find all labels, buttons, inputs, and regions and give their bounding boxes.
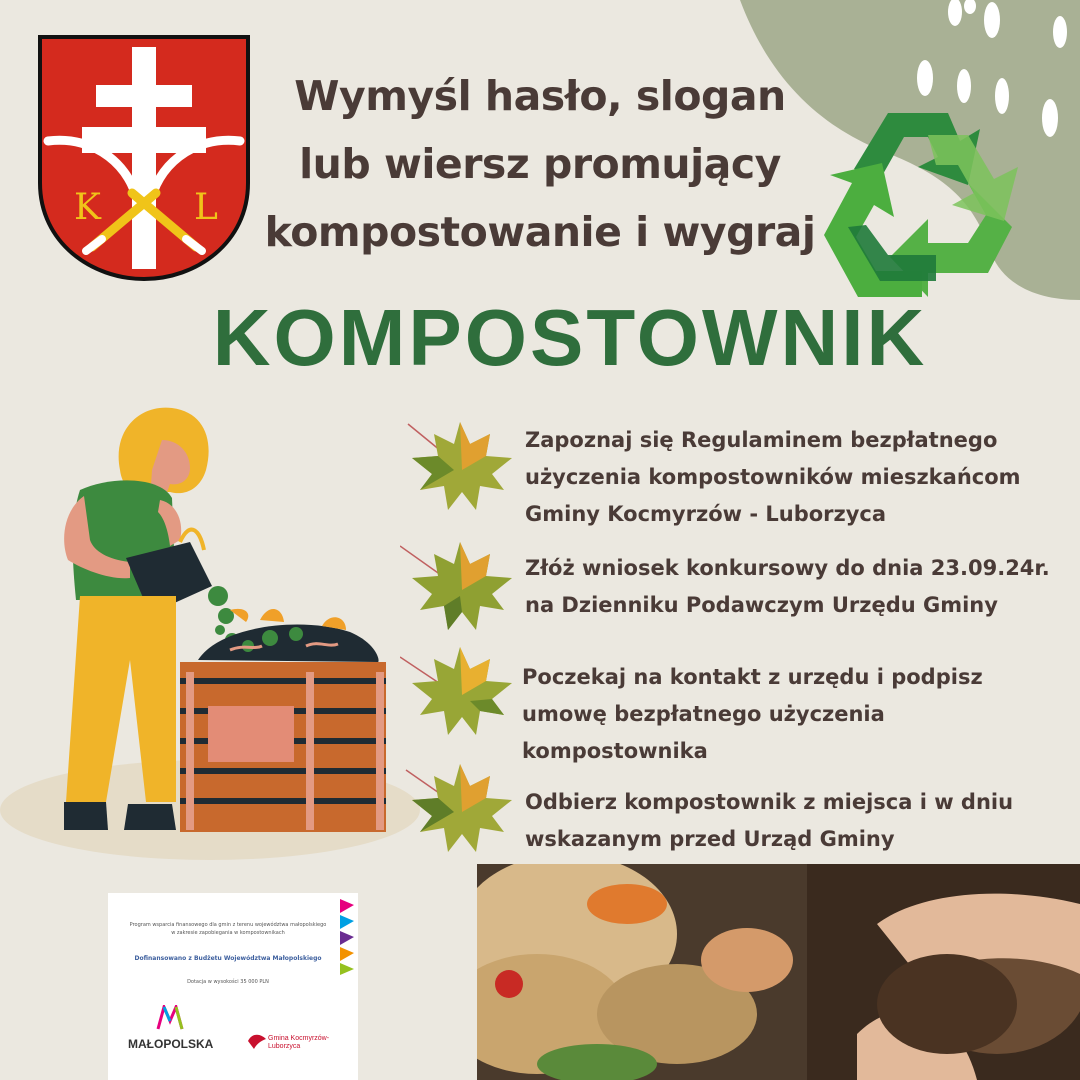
sponsor-funded-text: Dofinansowano z Budżetu Województwa Małopolskiego bbox=[134, 955, 322, 962]
crest-letter-l: L bbox=[194, 187, 218, 228]
sponsor-card bbox=[108, 893, 358, 1080]
gardener-illustration bbox=[0, 400, 420, 870]
crest-letter-k: K bbox=[74, 187, 101, 228]
compost-bin-icon bbox=[180, 662, 386, 832]
step-4 bbox=[400, 762, 1060, 862]
headline bbox=[250, 62, 830, 266]
gmina-logo-text: Gmina Kocmyrzów-Luborzyca bbox=[268, 1035, 330, 1050]
ribbon-decoration bbox=[336, 897, 356, 977]
maple-leaf-icon bbox=[400, 645, 520, 745]
headline-line-3: kompostowanie i wygraj bbox=[264, 208, 816, 256]
step-3 bbox=[400, 645, 1060, 763]
step-2 bbox=[400, 540, 1060, 640]
main-title: KOMPOSTOWNIK bbox=[212, 293, 928, 382]
sponsor-program-text: Program wsparcia finansowego dla gmin z terenu województwa małopolskiego w zakresie zapobiegania w kompostownikach bbox=[129, 922, 327, 936]
gmina-logo-icon bbox=[246, 1031, 268, 1051]
step-2-text: Złóż wniosek konkursowy do dnia 23.09.24r. na Dzienniku Podawczym Urzędu Gminy bbox=[525, 556, 1050, 617]
headline-line-1: Wymyśl hasło, slogan bbox=[294, 72, 786, 120]
malopolska-logo-text: MAŁOPOLSKA bbox=[128, 1037, 214, 1051]
sponsor-amount-text: Dotacja w wysokości 35 000 PLN bbox=[187, 979, 269, 985]
step-4-text: Odbierz kompostownik z miejsca i w dniu wskazanym przed Urząd Gminy bbox=[525, 790, 1014, 851]
coat-of-arms-icon bbox=[36, 33, 252, 283]
compost-photo bbox=[477, 864, 1080, 1080]
maple-leaf-icon bbox=[400, 540, 520, 640]
maple-leaf-icon bbox=[400, 420, 520, 520]
malopolska-logo-icon bbox=[156, 1005, 184, 1031]
step-1-text: Zapoznaj się Regulaminem bezpłatnego użyczenia kompostowników mieszkańcom Gminy Kocmyrzów - Luborzyca bbox=[525, 428, 1021, 526]
step-3-text: Poczekaj na kontakt z urzędu i podpisz umowę bezpłatnego użyczenia kompostownika bbox=[522, 665, 983, 763]
headline-line-2: lub wiersz promujący bbox=[299, 140, 781, 188]
recycle-icon bbox=[818, 105, 1018, 300]
step-1 bbox=[400, 420, 1060, 530]
maple-leaf-icon bbox=[400, 762, 520, 862]
